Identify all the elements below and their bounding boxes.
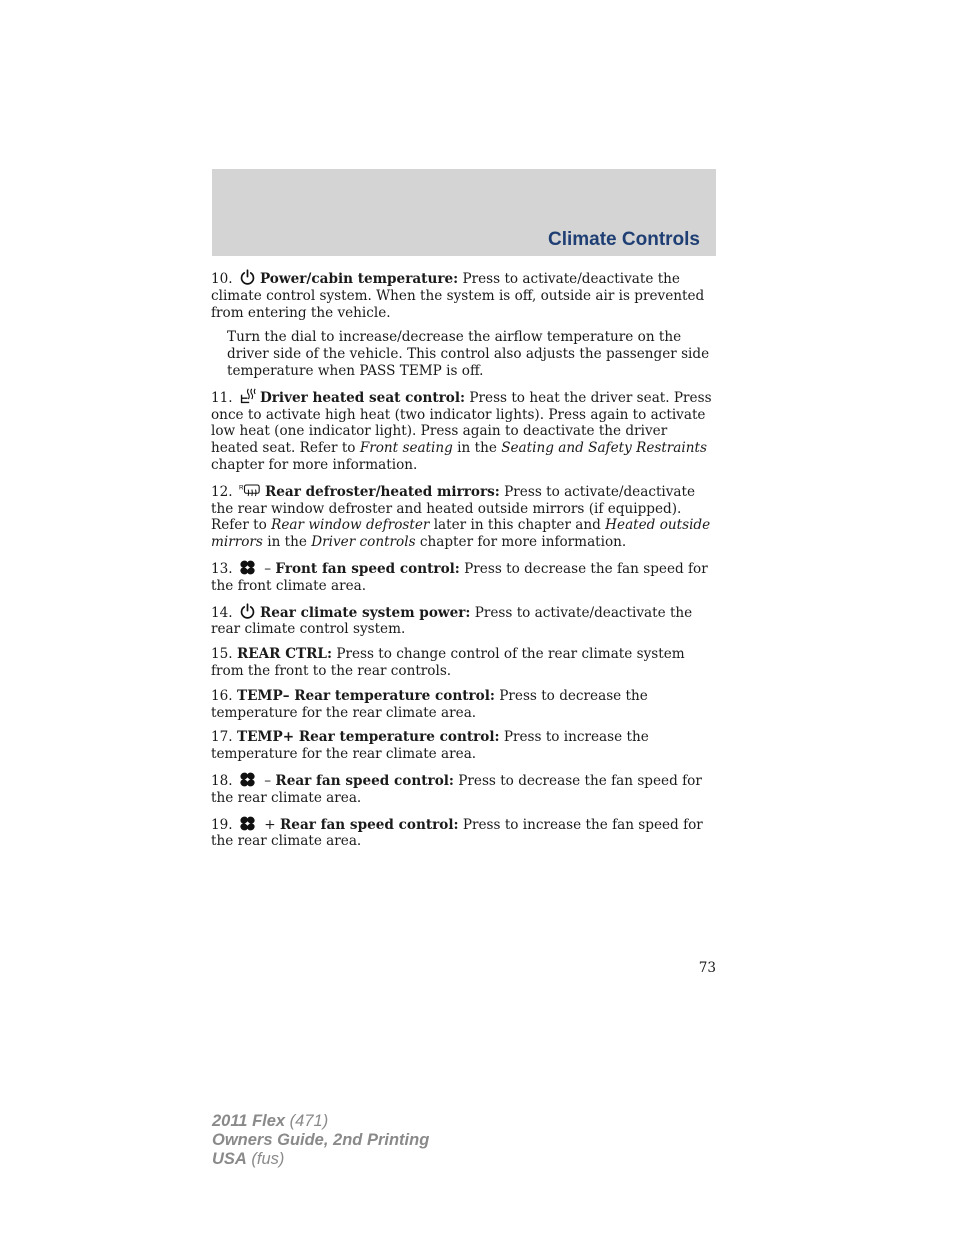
list-item-13 [211,559,716,595]
item-text: Press to activate/deactivate the climate control system. When the system is off, outside air is prevented from entering the vehicle. [211,271,705,321]
fan-icon [239,771,256,788]
cross-reference: Heated outside mirrors [211,517,711,551]
fan-icon [239,559,256,576]
power-icon [239,269,256,286]
list-item-11: 11. Driver heated seat control: Press to heat the driver seat. Press once to activate high heat (two indicator lights). Press again to activate low heat (one indicator light). Press again to deactivate the driver heated seat. Refer to Front seating in the Seating and Safety Restraints chapter for more information. [211,389,712,473]
item-sign: – [259,560,276,577]
item-number: 14. [211,604,233,621]
fan-icon [239,815,256,832]
item-text: Press to change control of the rear climate system from the front to the rear controls. [211,646,685,679]
item-text: Press to activate/deactivate the rear climate control system. [211,604,693,638]
item-number: 15. [211,646,233,663]
power-icon [239,603,256,620]
item-number: 12. [211,483,233,500]
list-item-14 [211,603,716,639]
item-text: Press to increase the temperature for the rear climate area. [211,729,649,763]
item-number: 10. [211,271,233,287]
heated-seat-icon [239,388,256,405]
list-item-17 [211,729,716,763]
list-item-15 [211,646,716,680]
item-label: Rear defroster/heated mirrors: [264,483,500,500]
item-number: 16. [211,687,233,704]
list-item-12: 12. R Rear defroster/heated mirrors: Press to activate/deactivate the rear window defroster and heated outside mirrors (if equipped). Refer to Rear window defroster later in this chapter and Heated outside mirrors in the Driver controls chapter for more information. [211,483,711,551]
item-label: TEMP– Rear temperature control: [236,687,495,704]
item-text: Press to decrease the fan speed for the front climate area. [211,560,708,594]
item-label: REAR CTRL: [236,646,332,663]
list-item-16 [211,688,716,722]
section-header-band [212,169,716,256]
item-sign: + [259,816,280,833]
item-label: Rear fan speed control: [275,772,454,789]
item-number: 13. [211,560,233,577]
item-text: Press to decrease the fan speed for the rear climate area. [211,772,702,806]
svg-text:R: R [238,484,244,492]
item-sign: – [259,772,276,789]
cross-reference: Driver controls [311,534,416,551]
list-item-10-detail: Turn the dial to increase/decrease the airflow temperature on the driver side of the vehicle. This control also adjusts the passenger side temperature when PASS TEMP is off. [227,329,710,379]
footer-line-3: USA (fus) [212,1150,285,1168]
list-item-18 [211,771,716,807]
item-label: Rear fan speed control: [280,816,459,833]
list-item-10 [211,269,716,321]
rear-defroster-icon [239,482,261,499]
item-number: 19. [211,816,233,833]
item-number: 18. [211,772,233,789]
item-text: Press to decrease the temperature for the rear climate area. [211,687,648,721]
footer-line-2: Owners Guide, 2nd Printing [212,1131,430,1149]
item-text: Press to increase the fan speed for the rear climate area. [211,816,703,850]
footer-line-1: 2011 Flex (471) [212,1112,329,1130]
document-footer [212,1112,429,1169]
list-item-19 [211,815,716,851]
section-title: Climate Controls [547,229,700,250]
cross-reference: Rear window defroster [271,517,430,534]
cross-reference: Seating and Safety Restraints [501,440,707,457]
item-number: 17. [211,729,233,746]
cross-reference: Front seating [359,440,453,457]
item-number: 11. [211,389,233,406]
item-label: Front fan speed control: [275,560,460,577]
item-label: TEMP+ Rear temperature control: [236,729,500,746]
page-number: 73 [698,960,716,976]
item-label: Rear climate system power: [259,604,471,621]
item-label: Power/cabin temperature: [259,271,459,287]
item-label: Driver heated seat control: [259,389,466,406]
page-content [211,269,716,858]
